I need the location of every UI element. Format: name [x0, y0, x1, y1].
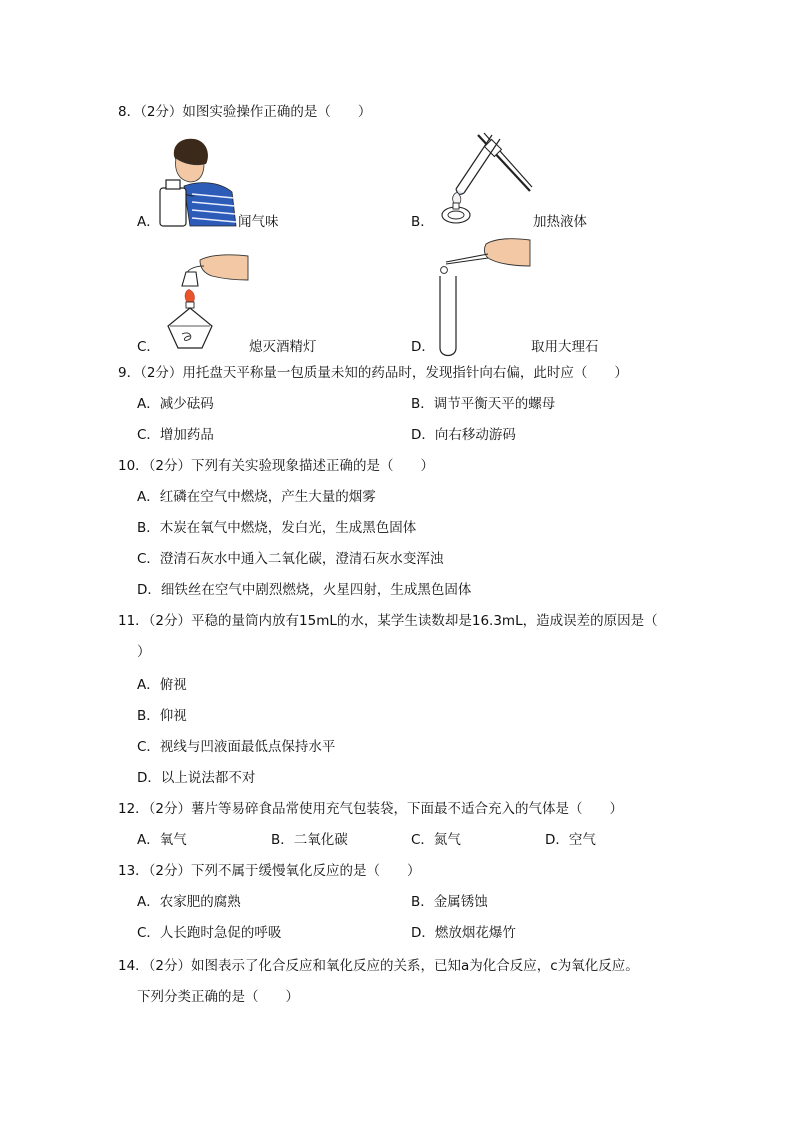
question-12-stem: 12．（2分）薯片等易碎食品常使用充气包装袋，下面最不适合充入的气体是（ ）	[118, 801, 624, 817]
q11-option-c: C．视线与凹液面最低点保持水平	[137, 739, 336, 755]
q10-option-d: D．细铁丝在空气中剧烈燃烧，火星四射，生成黑色固体	[137, 582, 472, 598]
q8-option-a-caption: 闻气味	[238, 214, 279, 230]
question-11-stem: 11．（2分）平稳的量筒内放有15mL的水，某学生读数却是16.3mL，造成误差的原因是（	[118, 613, 658, 629]
q8-option-c-caption: 熄灭酒精灯	[249, 339, 317, 355]
question-13-stem: 13．（2分）下列不属于缓慢氧化反应的是（ ）	[118, 863, 421, 879]
question-8-stem: 8．（2分）如图实验操作正确的是（ ）	[118, 104, 372, 120]
q8-option-c-letter: C．	[137, 339, 160, 355]
q8-option-b-caption: 加热液体	[533, 214, 587, 230]
q12-option-d: D．空气	[545, 832, 596, 848]
q11-option-a: A．俯视	[137, 677, 187, 693]
q12-option-b: B．二氧化碳	[271, 832, 348, 848]
smell-odor-figure	[160, 136, 240, 228]
question-9-stem: 9．（2分）用托盘天平称量一包质量未知的药品时，发现指针向右偏，此时应（ ）	[118, 365, 628, 381]
take-marble-figure	[436, 236, 532, 362]
question-10-stem: 10．（2分）下列有关实验现象描述正确的是（ ）	[118, 458, 435, 474]
q10-option-b: B．木炭在氧气中燃烧，发白光，生成黑色固体	[137, 520, 417, 536]
q11-option-d: D．以上说法都不对	[137, 770, 256, 786]
q9-option-d: D．向右移动游码	[411, 427, 516, 443]
q13-option-a: A．农家肥的腐熟	[137, 894, 241, 910]
q9-option-a: A．减少砝码	[137, 396, 214, 412]
q8-option-d-letter: D．	[411, 339, 435, 355]
question-11-stem-end: ）	[137, 644, 151, 660]
q13-option-c: C．人长跑时急促的呼吸	[137, 925, 282, 941]
q8-option-d-caption: 取用大理石	[531, 339, 599, 355]
question-14-stem-line2: 下列分类正确的是（ ）	[137, 989, 299, 1005]
q13-option-b: B．金属锈蚀	[411, 894, 488, 910]
q8-option-b-letter: B．	[411, 214, 434, 230]
q9-option-b: B．调节平衡天平的螺母	[411, 396, 556, 412]
q8-option-a-letter: A．	[137, 214, 160, 230]
q9-option-c: C．增加药品	[137, 427, 214, 443]
heat-liquid-figure	[434, 131, 534, 227]
question-14-stem: 14．（2分）如图表示了化合反应和氧化反应的关系，已知a为化合反应，c为氧化反应。	[118, 958, 639, 974]
q12-option-a: A．氧气	[137, 832, 187, 848]
extinguish-lamp-figure	[160, 252, 250, 352]
q10-option-c: C．澄清石灰水中通入二氧化碳，澄清石灰水变浑浊	[137, 551, 444, 567]
q12-option-c: C．氮气	[411, 832, 461, 848]
q13-option-d: D．燃放烟花爆竹	[411, 925, 516, 941]
q10-option-a: A．红磷在空气中燃烧，产生大量的烟雾	[137, 489, 376, 505]
q11-option-b: B．仰视	[137, 708, 187, 724]
